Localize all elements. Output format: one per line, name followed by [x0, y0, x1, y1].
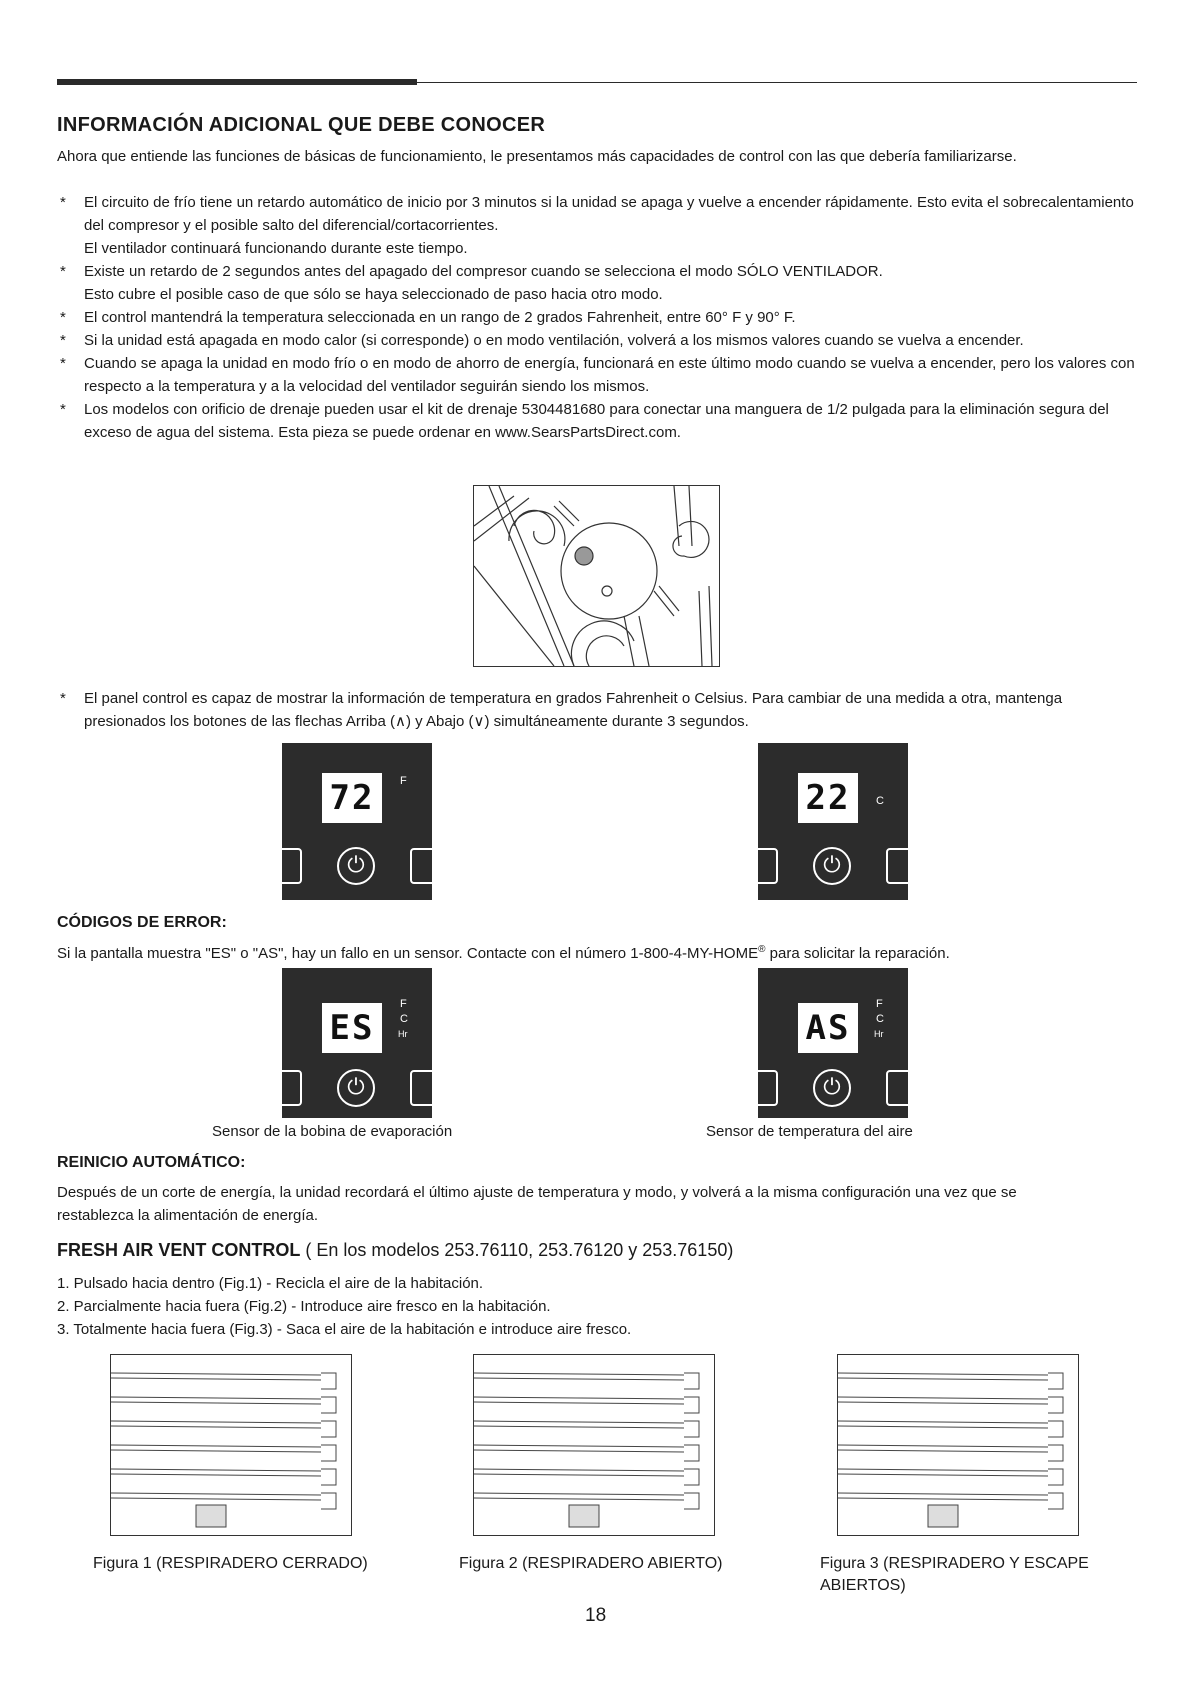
power-icon[interactable]: ⏻	[813, 1069, 851, 1107]
vent-figure-2	[473, 1354, 715, 1536]
display-panel-es	[282, 968, 432, 1118]
down-button[interactable]	[748, 1070, 778, 1106]
temperature-readout: 22	[798, 773, 858, 823]
vent-open-drawing	[474, 1355, 714, 1535]
display-panel-fahrenheit	[282, 743, 432, 900]
power-icon[interactable]: ⏻	[813, 847, 851, 885]
list-item: 2. Parcialmente hacia fuera (Fig.2) - Introduce aire fresco en la habitación.	[57, 1298, 551, 1315]
asterisk-icon: *	[60, 332, 66, 349]
unit-label: C	[876, 795, 884, 807]
error-codes-text: Si la pantalla muestra "ES" o "AS", hay un fallo en un sensor. Contacte con el número 1-800-4-MY-HOME® para solicitar la reparación.	[57, 944, 950, 962]
unit-label: C	[400, 1013, 408, 1025]
vent-exhaust-open-drawing	[838, 1355, 1078, 1535]
figure-1-caption: Figura 1 (RESPIRADERO CERRADO)	[93, 1555, 368, 1572]
vent-slider-handle	[928, 1505, 958, 1527]
vent-slider-handle	[569, 1505, 599, 1527]
list-item: * El circuito de frío tiene un retardo automático de inicio por 3 minutos si la unidad se apaga y vuelve a encender rápidamente. Esto evita el sobrecalentamiento del compresor y el posible salto del diferencial/cortacorrientes. El ventilador continuará funcionando durante este tiempo.	[57, 191, 1137, 260]
power-icon[interactable]: ⏻	[337, 847, 375, 885]
error-readout: AS	[798, 1003, 858, 1053]
as-caption: Sensor de temperatura del aire	[706, 1123, 913, 1140]
list-item: * Si la unidad está apagada en modo calor (si corresponde) o en modo ventilación, volverá a los mismos valores cuando se vuelva a encender.	[57, 329, 1137, 352]
up-button[interactable]	[410, 848, 444, 884]
display-panel-celsius	[758, 743, 908, 900]
vent-figure-1	[110, 1354, 352, 1536]
info-bullets	[57, 191, 1137, 444]
up-button[interactable]	[410, 1070, 444, 1106]
list-item: * Los modelos con orificio de drenaje pueden usar el kit de drenaje 5304481680 para conectar una manguera de 1/2 pulgada para la eliminación segura del exceso de agua del sistema. Esta pieza se puede ordenar en www.SearsPartsDirect.com.	[57, 398, 1137, 444]
intro-paragraph: Ahora que entiende las funciones de básicas de funcionamiento, le presentamos más capacidades de control con las que debería familiarizarse.	[57, 148, 1017, 165]
list-item: * Existe un retardo de 2 segundos antes del apagado del compresor cuando se selecciona el modo SÓLO VENTILADOR. Esto cubre el posible caso de que sólo se haya seleccionado de paso hacia otro modo.	[57, 260, 1137, 306]
header-rule-thin	[417, 82, 1137, 83]
list-item: * El control mantendrá la temperatura seleccionada en un rango de 2 grados Fahrenheit, entre 60° F y 90° F.	[57, 306, 1137, 329]
power-icon[interactable]: ⏻	[337, 1069, 375, 1107]
asterisk-icon: *	[60, 690, 66, 707]
page-number: 18	[585, 1605, 607, 1626]
asterisk-icon: *	[60, 401, 66, 418]
up-button[interactable]	[886, 848, 920, 884]
fresh-air-steps	[57, 1272, 1057, 1341]
temperature-readout: 72	[322, 773, 382, 823]
unit-label: Hr	[874, 1029, 884, 1039]
up-button[interactable]	[886, 1070, 920, 1106]
unit-label: C	[876, 1013, 884, 1025]
figure-2-caption: Figura 2 (RESPIRADERO ABIERTO)	[459, 1555, 723, 1572]
drain-port-illustration	[473, 485, 720, 667]
list-item: 3. Totalmente hacia fuera (Fig.3) - Saca el aire de la habitación e introduce aire fresco.	[57, 1321, 632, 1338]
figure-3-caption: Figura 3 (RESPIRADERO Y ESCAPE ABIERTOS)	[820, 1555, 1089, 1594]
down-button[interactable]	[272, 848, 302, 884]
display-panel-as	[758, 968, 908, 1118]
asterisk-icon: *	[60, 355, 66, 372]
auto-restart-heading: REINICIO AUTOMÁTICO:	[57, 1154, 246, 1171]
vent-figure-3	[837, 1354, 1079, 1536]
auto-restart-text: Después de un corte de energía, la unidad recordará el último ajuste de temperatura y modo, y volverá a la misma configuración una vez que se restablezca la alimentación de energía.	[57, 1184, 1017, 1224]
vent-slider-handle	[196, 1505, 226, 1527]
unit-label: F	[876, 998, 883, 1010]
unit-label: F	[400, 998, 407, 1010]
panel-note: * El panel control es capaz de mostrar la información de temperatura en grados Fahrenheit o Celsius. Para cambiar de una medida a otra, mantenga presionados los botones de las flechas Arriba (∧) y Abajo (∨) simultáneamente durante 3 segundos.	[57, 687, 1067, 733]
fresh-air-heading: FRESH AIR VENT CONTROL ( En los modelos 253.76110, 253.76120 y 253.76150)	[57, 1240, 734, 1260]
down-button[interactable]	[272, 1070, 302, 1106]
asterisk-icon: *	[60, 194, 66, 211]
vent-closed-drawing	[111, 1355, 351, 1535]
header-rule-thick	[57, 79, 417, 85]
unit-label: Hr	[398, 1029, 408, 1039]
unit-label: F	[400, 775, 407, 787]
list-item: * Cuando se apaga la unidad en modo frío o en modo de ahorro de energía, funcionará en este último modo cuando se vuelva a encender, pero los valores con respecto a la temperatura y a la velocidad del ventilador seguirán siendo los mismos.	[57, 352, 1137, 398]
error-codes-heading: CÓDIGOS DE ERROR:	[57, 914, 227, 931]
page-title: INFORMACIÓN ADICIONAL QUE DEBE CONOCER	[57, 114, 546, 136]
error-readout: ES	[322, 1003, 382, 1053]
es-caption: Sensor de la bobina de evaporación	[212, 1123, 453, 1140]
asterisk-icon: *	[60, 309, 66, 326]
drain-port-drawing	[474, 486, 719, 666]
list-item: 1. Pulsado hacia dentro (Fig.1) - Recicla el aire de la habitación.	[57, 1275, 484, 1292]
down-button[interactable]	[748, 848, 778, 884]
asterisk-icon: *	[60, 263, 66, 280]
